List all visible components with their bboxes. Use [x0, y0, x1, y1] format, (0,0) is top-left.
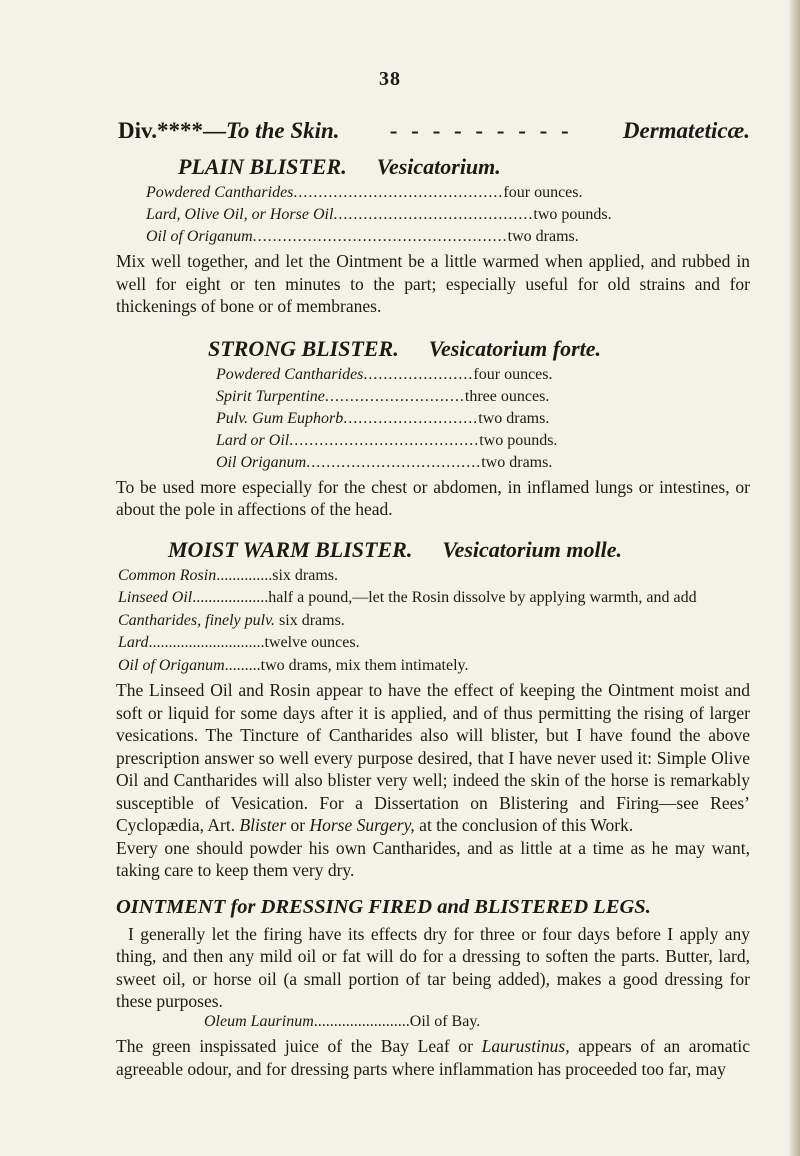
header-prefix: Div.****—: [118, 118, 226, 143]
ointment-heading: [116, 896, 750, 919]
strong-blister-heading: [208, 336, 750, 362]
ointment-title: OINTMENT for DRESSING FIRED and BLISTERED LEGS.: [116, 895, 651, 918]
header-class-name: Dermateticæ.: [622, 118, 750, 143]
recipe-line: Powdered Cantharides .......................................... four ounces.: [146, 184, 583, 201]
recipe-line: Oil of Origanum ................................................... two drams.: [146, 228, 579, 245]
recipe-line: Lard or Oil ...................................... two pounds.: [216, 431, 558, 449]
recipe-line: Linseed Oil...................half a pound,—let the Rosin dissolve by applying warmth, and add: [118, 589, 697, 606]
running-header: [118, 118, 750, 144]
plain-blister-heading: [178, 154, 750, 180]
plain-blister-recipe: [146, 184, 750, 250]
strong-blister-recipe: [216, 366, 750, 476]
recipe-line: Common Rosin..............six drams.: [118, 566, 339, 584]
strong-blister-title: STRONG BLISTER.: [208, 335, 399, 361]
plain-blister-latin: Vesicatorium.: [376, 154, 501, 179]
header-left: [118, 118, 340, 144]
moist-blister-text-1: The Linseed Oil and Rosin appear to have the effect of keeping the Ointment moist and soft or liquid for some days after it is applied, and of thus permitting the rising of larger vesications. The Tincture of Cantharides also will blister, but I have found the above prescription answer so well every purpose desired, that I have never used it: Simple Olive Oil and Cantharides will also blister very well; indeed the skin of the horse is remarkably susceptible of Vesication. For a Dissertation on Blistering and Firing—see Rees’ Cyclopædia, Art. Blister or Horse Surgery, at the conclusion of this Work.: [116, 680, 750, 835]
moist-blister-text-2: Every one should powder his own Cantharides, and as little at a time as he may want, taking care to keep them very dry.: [116, 837, 750, 880]
recipe-line: Lard.............................twelve ounces.: [118, 634, 360, 651]
ointment-text-1: I generally let the firing have its effects dry for three or four days before I apply any thing, and then any mild oil or fat will do for a dressing to soften the parts. Butter, lard, sweet oil, or horse oil (a small portion of tar being added), makes a good dressing for these purposes.: [116, 923, 750, 1011]
plain-blister-text: Mix well together, and let the Ointment be a little warmed when applied, and rubbed in well for eight or ten minutes to the part; especially useful for old strains and for thickenings of bone or of membranes.: [116, 251, 750, 316]
moist-blister-title: MOIST WARM BLISTER.: [168, 536, 413, 562]
recipe-line: Cantharides, finely pulv. six drams.: [118, 611, 345, 629]
strong-blister-latin: Vesicatorium forte.: [428, 335, 602, 361]
page-number: 38: [379, 68, 401, 90]
moist-blister-heading: [168, 537, 750, 563]
header-dashes: - - - - - - - - -: [389, 118, 573, 143]
page-edge-shadow: [788, 0, 800, 1156]
strong-blister-text: To be used more especially for the chest or abdomen, in inflamed lungs or intestines, or about the pole in affections of the head.: [116, 476, 750, 519]
plain-blister-title: PLAIN BLISTER.: [178, 154, 347, 179]
recipe-line: Pulv. Gum Euphorb ........................... two drams.: [216, 409, 550, 427]
recipe-line: Powdered Cantharides ...................... four ounces.: [216, 365, 553, 383]
page-content: [116, 118, 750, 1080]
recipe-line: Spirit Turpentine ............................ three ounces.: [216, 387, 550, 405]
recipe-line: Lard, Olive Oil, or Horse Oil ........................................ two pounds.: [146, 206, 612, 223]
ointment-text-2: The green inspissated juice of the Bay Leaf or Laurustinus, appears of an aromatic agreeable odour, and for dressing parts where inflammation has proceeded too far, may: [116, 1036, 750, 1079]
recipe-line: Oil of Origanum.........two drams, mix them intimately.: [118, 656, 469, 674]
moist-blister-recipe: [118, 567, 750, 680]
ointment-recipe-line: Oleum Laurinum........................Oil of Bay.: [204, 1012, 481, 1030]
header-title: To the Skin.: [225, 118, 340, 143]
recipe-line: Oil Origanum ................................... two drams.: [216, 453, 553, 471]
moist-blister-latin: Vesicatorium molle.: [442, 536, 623, 562]
